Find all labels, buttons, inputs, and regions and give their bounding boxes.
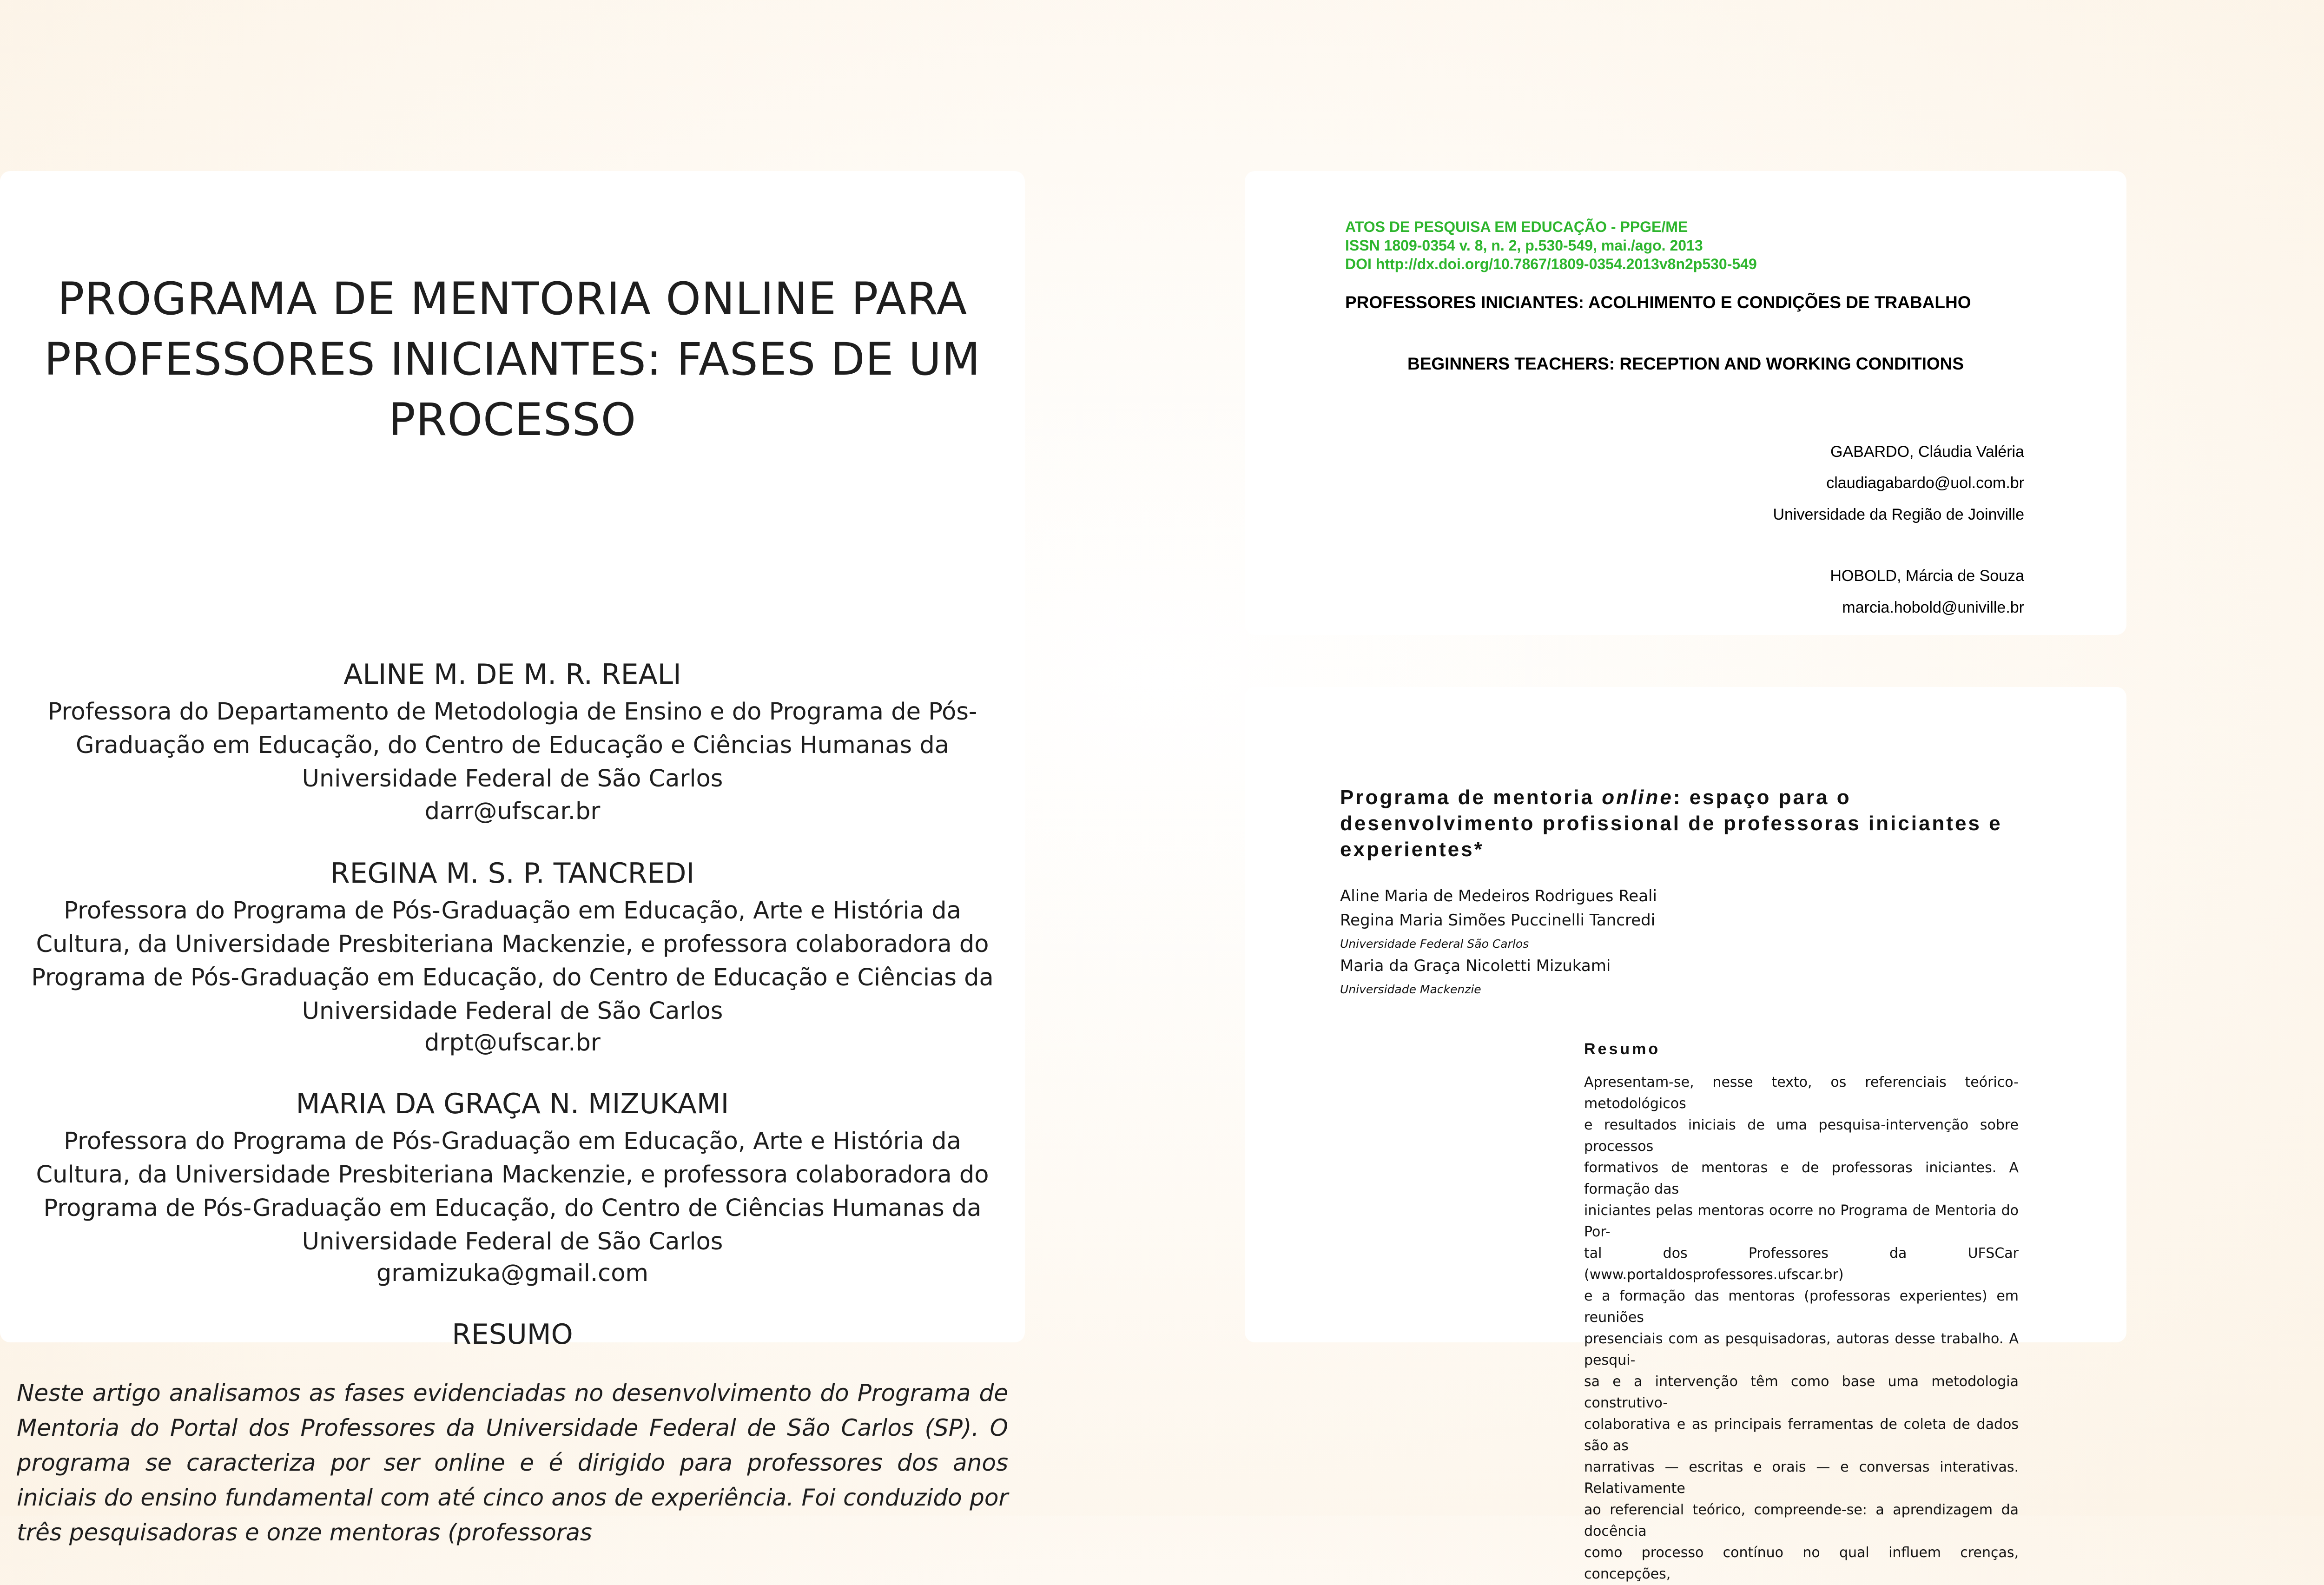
journal-header: [1345, 218, 1757, 273]
title-italic: online: [1602, 786, 1673, 809]
paper-title: PROGRAMA DE MENTORIA ONLINE PARA PROFESSORES INICIANTES: FASES DE UM PROCESSO: [44, 273, 981, 446]
author-affiliation: Professora do Departamento de Metodologia de Ensino e do Programa de Pós-Graduação em Educação, do Centro de Educação e Ciências Humanas da Universidade Federal de São Carlos: [47, 698, 977, 792]
author-name: Aline Maria de Medeiros Rodrigues Reali: [1340, 887, 1657, 905]
author-email: drpt@ufscar.br: [424, 1029, 601, 1057]
section-heading: RESUMO: [452, 1318, 573, 1351]
paper-title: [1340, 785, 2019, 863]
abstract-text: Apresentam-se, nesse texto, os referenciais teórico-metodológicos e resultados iniciais de uma pesquisa-intervenção sobre processos formativos de mentoras e de professoras iniciantes. A formação das iniciantes pelas mentoras ocorre no Programa de Mentoria do Por- tal dos Professores da UFSCar (www.portaldosprofessores.ufscar.br) e a formação das mentoras (professoras experientes) em reuniões presenciais com as pesquisadoras, autoras desse trabalho. A pesqui- sa e a intervenção têm como base uma metodologia construtivo- colaborativa e as principais ferramentas de coleta de dados são as narrativas — escritas e orais — e conversas interativas. Relativamente ao referencial teórico, compreende-se: a aprendizagem da docência como processo contínuo no qual influem crenças, concepções,: [1584, 1074, 2019, 1582]
title-bold: Programa de mentoria: [1340, 786, 1602, 809]
document-preview-mentoria-online[interactable]: [0, 171, 1025, 1546]
author-institution: Universidade da Região de Joinville: [1773, 506, 2024, 523]
journal-issn: ISSN 1809-0354 v. 8, n. 2, p.530-549, mai./ago. 2013: [1345, 237, 1703, 254]
author-affiliation: Professora do Programa de Pós-Graduação em Educação, Arte e História da Cultura, da Universidade Presbiteriana Mackenzie, e professora colaboradora do Programa de Pós-Graduação em Educação, do Centro de Educação e Ciências da Universidade Federal de São Carlos: [31, 897, 994, 1025]
document-preview-programa-mentoria[interactable]: [1245, 687, 2126, 1582]
document-preview-professores-iniciantes[interactable]: [1245, 171, 2126, 635]
title-rest: : espaço para o desenvolvimento profissional de professoras iniciantes e experientes*: [1340, 786, 2002, 861]
paper-title: PROFESSORES INICIANTES: ACOLHIMENTO E CONDIÇÕES DE TRABALHO: [1345, 293, 1971, 312]
author-name: HOBOLD, Márcia de Souza: [1830, 567, 2024, 585]
paper-title-english: BEGINNERS TEACHERS: RECEPTION AND WORKING CONDITIONS: [1407, 354, 1964, 373]
author-email: gramizuka@gmail.com: [376, 1260, 649, 1287]
journal-name: ATOS DE PESQUISA EM EDUCAÇÃO - PPGE/ME: [1345, 218, 1688, 235]
author-name: Maria da Graça Nicoletti Mizukami: [1340, 957, 1611, 975]
author-email: marcia.hobold@univille.br: [1842, 599, 2024, 616]
author-affiliation: Professora do Programa de Pós-Graduação em Educação, Arte e História da Cultura, da Universidade Presbiteriana Mackenzie, e professora colaboradora do Programa de Pós-Graduação em Educação, do Centro de Ciências Humanas da Universidade Federal de São Carlos: [36, 1128, 989, 1255]
author-email: darr@ufscar.br: [424, 798, 601, 825]
journal-doi: DOI http://dx.doi.org/10.7867/1809-0354.2013v8n2p530-549: [1345, 256, 1757, 272]
section-heading: Resumo: [1584, 1040, 1661, 1058]
author-name: MARIA DA GRAÇA N. MIZUKAMI: [296, 1088, 729, 1120]
author-institution: Universidade Mackenzie: [1340, 983, 1481, 996]
author-email: claudiagabardo@uol.com.br: [1826, 474, 2024, 492]
author-name: GABARDO, Cláudia Valéria: [1830, 443, 2024, 461]
abstract-text: Neste artigo analisamos as fases evidenciadas no desenvolvimento do Programa de Mentoria do Portal dos Professores da Universidade Federal de São Carlos (SP). O programa se caracteriza por ser online e é dirigido para professores dos anos iniciais do ensino fundamental com até cinco anos de experiência. Foi conduzido por três pesquisadoras e onze mentoras (professoras: [17, 1380, 1008, 1546]
author-name: Regina Maria Simões Puccinelli Tancredi: [1340, 911, 1656, 930]
author-name: ALINE M. DE M. R. REALI: [343, 658, 681, 691]
author-institution: Universidade Federal São Carlos: [1340, 937, 1529, 951]
author-name: REGINA M. S. P. TANCREDI: [330, 857, 695, 890]
